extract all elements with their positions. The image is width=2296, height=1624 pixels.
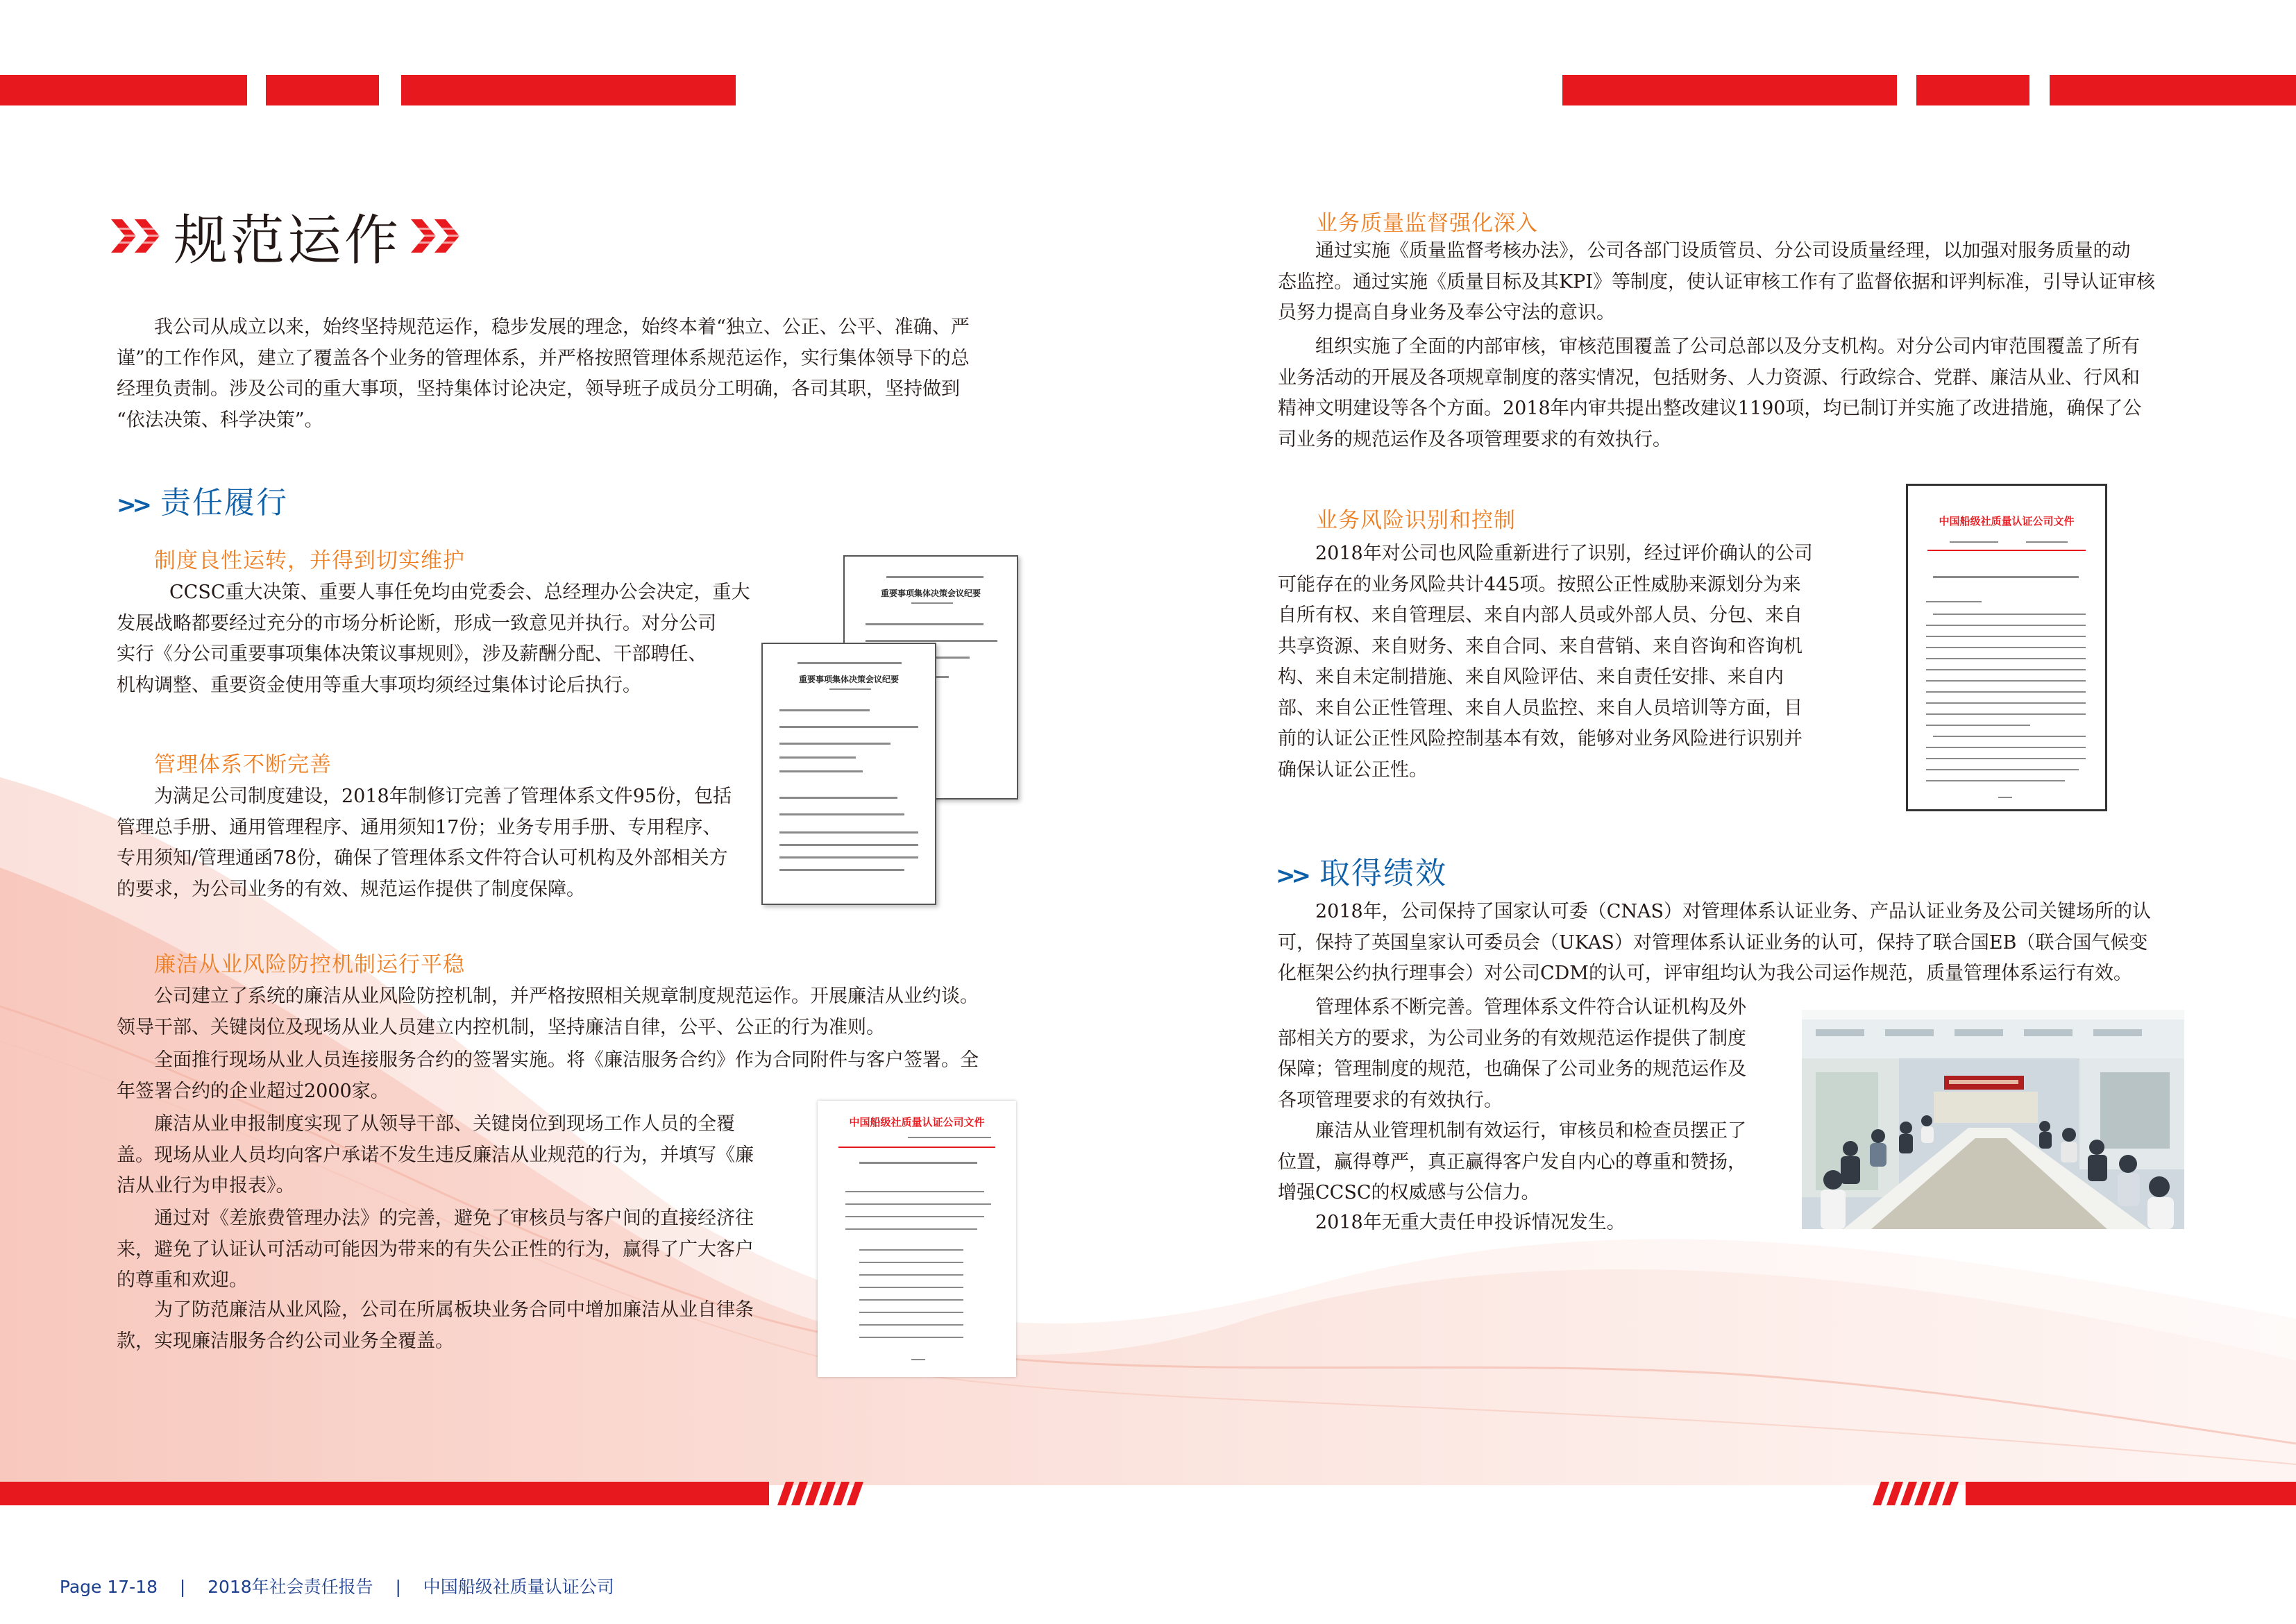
subtitle-quality-supervision: 业务质量监督强化深入: [1316, 211, 1538, 236]
top-bar-right-1: [1562, 75, 1897, 105]
section-title-responsibility: >> 责任履行: [117, 485, 288, 521]
paragraph-integrity-2: 全面推行现场从业人员连接服务合约的签署实施。将《廉洁服务合约》作为合同附件与客户签署。全 年签署合约的企业超过2000家。: [117, 1049, 979, 1102]
page-title: [111, 201, 462, 271]
top-bar-right-3: [2050, 75, 2296, 105]
footer-report-title: 2018年社会责任报告: [208, 1577, 373, 1597]
chevron-pattern-icon-right: [411, 214, 462, 258]
paragraph-performance-b: 廉洁从业管理机制有效运行，审核员和检查员摆正了 位置，赢得尊严，真正赢得客户发自内心的尊重和赞扬， 增强CCSC的权威感与公信力。: [1278, 1120, 1746, 1203]
double-chevron-icon: >>: [1276, 862, 1307, 890]
subtitle-management-system: 管理体系不断完善: [154, 752, 332, 777]
page-title-text: 规范运作: [174, 210, 402, 272]
paragraph-risk: 2018年对公司也风险重新进行了识别，经过评价确认的公司 可能存在的业务风险共计445项。按照公正性威胁来源划分为来 自所有权、来自管理层、来自内部人员或外部人员、分包、来自 共享资源、来自财务、来自合同、来自营销、来自咨询和咨询机 构、来自未定制措施、来自风险评估、来自责任安排、来自内 部、来自公正性管理、来自人员监控、来自人员培训等方面，目 前的认证公正性风险控制基本有效，能够对业务风险进行识别并 确保认证公正性。: [1278, 543, 1813, 781]
page-footer: [49, 1553, 614, 1598]
meeting-minutes-doc-back: 重要事项集体决策会议纪要: [843, 555, 1018, 800]
paragraph-integrity-1: 公司建立了系统的廉洁从业风险防控机制，并严格按照相关规章制度规范运作。开展廉洁从业约谈。 领导干部、关键岗位及现场从业人员建立内控机制，坚持廉洁自律，公平、公正的行为准则。: [117, 986, 979, 1038]
paragraph-quality-2: 组织实施了全面的内部审核，审核范围覆盖了公司总部以及分支机构。对分公司内审范围覆盖了所有 业务活动的开展及各项规章制度的落实情况，包括财务、人力资源、行政综合、党群、廉洁从业、行风和 精神文明建设等各个方面。2018年内审共提出整改建议1190项，均已制订并实施了改进措施，确保了公 司业务的规范运作及各项管理要求的有效执行。: [1278, 336, 2142, 450]
paragraph-integrity-3: 廉洁从业申报制度实现了从领导干部、关键岗位到现场工作人员的全覆 盖。现场从业人员均向客户承诺不发生违反廉洁从业规范的行为，并填写《廉 洁从业行为申报表》。: [117, 1113, 754, 1196]
subtitle-system-operation: 制度良性运转，并得到切实维护: [154, 548, 465, 573]
footer-page-number: Page 17-18: [59, 1577, 158, 1597]
section-title-performance: >> 取得绩效: [1276, 856, 1447, 891]
top-bar-left-2: [266, 75, 379, 105]
chevron-pattern-icon: [111, 214, 162, 258]
company-notice-doc-left: 中国船级社质量认证公司文件: [818, 1101, 1016, 1377]
paragraph-integrity-4: 通过对《差旅费管理办法》的完善，避免了审核员与客户间的直接经济往 来，避免了认证认可活动可能因为带来的有失公正性的行为，赢得了广大客户 的尊重和欢迎。: [117, 1208, 754, 1291]
bottom-bar-right: [1966, 1482, 2296, 1505]
intro-paragraph: 我公司从成立以来，始终坚持规范运作，稳步发展的理念，始终本着“独立、公正、公平、准确、严 谨”的工作作风，建立了覆盖各个业务的管理体系，并严格按照管理体系规范运作，实行集体领导下的总 经理负责制。涉及公司的重大事项，坚持集体讨论决定，领导班子成员分工明确，各司其职，坚持做到 “依法决策、科学决策”。: [117, 316, 970, 431]
meeting-minutes-doc-front: 重要事项集体决策会议纪要: [761, 643, 936, 905]
paragraph-management-system: 为满足公司制度建设，2018年制修订完善了管理体系文件95份，包括 管理总手册、通用管理程序、通用须知17份；业务专用手册、专用程序、 专用须知/管理通函78份，确保了管理体系文件符合认可机构及外部相关方 的要求，为公司业务的有效、规范运作提供了制度保障。: [117, 786, 732, 900]
subtitle-integrity-risk: 廉洁从业风险防控机制运行平稳: [154, 952, 465, 977]
paragraph-integrity-5: 为了防范廉洁从业风险，公司在所属板块业务合同中增加廉洁从业自律条 款，实现廉洁服务合约公司业务全覆盖。: [117, 1299, 754, 1352]
footer-separator: |: [179, 1577, 186, 1597]
double-chevron-icon: >>: [117, 491, 148, 519]
bottom-stripes-right: [1868, 1482, 1966, 1505]
paragraph-performance-c: 2018年无重大责任申投诉情况发生。: [1315, 1212, 1626, 1233]
footer-company-name: 中国船级社质量认证公司: [423, 1577, 614, 1597]
subtitle-risk-control: 业务风险识别和控制: [1316, 508, 1516, 533]
bottom-bar-left: [0, 1482, 769, 1505]
footer-separator: |: [395, 1577, 401, 1597]
company-notice-doc-right: 中国船级社质量认证公司文件: [1906, 484, 2107, 811]
paragraph-decisions: CCSC重大决策、重要人事任免均由党委会、总经理办公会决定，重大 发展战略都要经过充分的市场分析论断，形成一致意见并执行。对分公司 实行《分公司重要事项集体决策议事规则》，涉及薪酬分配、干部聘任、 机构调整、重要资金使用等重大事项均须经过集体讨论后执行。: [117, 582, 750, 696]
paragraph-performance-a: 管理体系不断完善。管理体系文件符合认证机构及外 部相关方的要求，为公司业务的有效规范运作提供了制度 保障；管理制度的规范，也确保了公司业务的规范运作及 各项管理要求的有效执行。: [1278, 997, 1746, 1111]
paragraph-performance: 2018年，公司保持了国家认可委（CNAS）对管理体系认证业务、产品认证业务及公司关键场所的认 可，保持了英国皇家认可委员会（UKAS）对管理体系认证业务的认可，保持了联合国EB（联合国气候变 化框架公约执行理事会）对公司CDM的认可，评审组均认为我公司运作规范，质量管理体系运行有效。: [1278, 901, 2151, 984]
top-bar-left-1: [0, 75, 247, 105]
top-bar-left-3: [401, 75, 736, 105]
bottom-stripes-left: [770, 1482, 868, 1505]
paragraph-quality-1: 通过实施《质量监督考核办法》，公司各部门设质管员、分公司设质量经理，以加强对服务质量的动 态监控。通过实施《质量目标及其KPI》等制度，使认证审核工作有了监督依据和评判标准，引导认证审核 员努力提高自身业务及奉公守法的意识。: [1278, 240, 2156, 323]
top-bar-right-2: [1916, 75, 2029, 105]
meeting-room-photo: [1802, 1010, 2184, 1229]
